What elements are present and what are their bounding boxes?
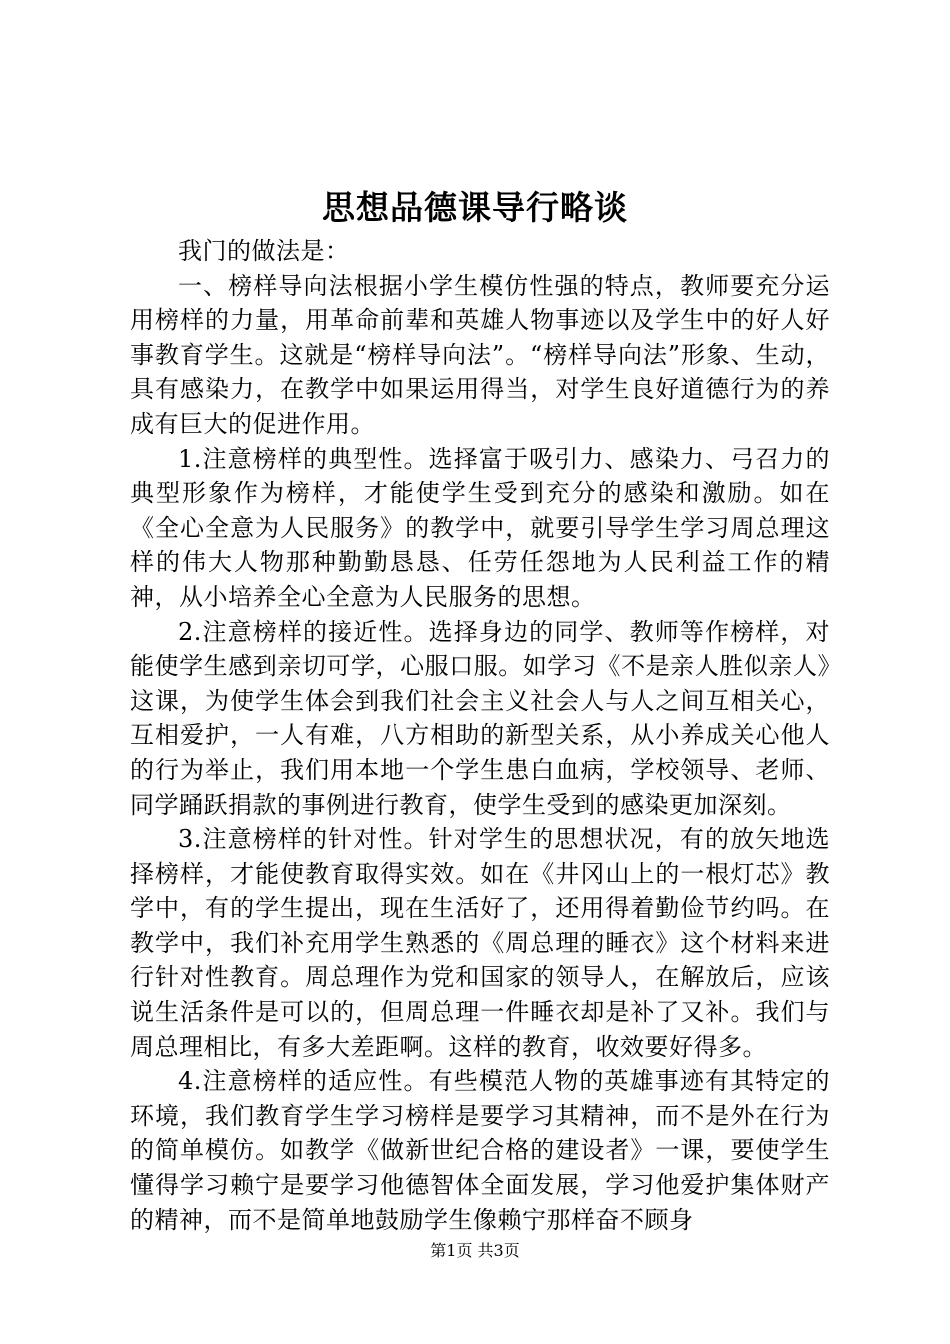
paragraph-point-1: 1.注意榜样的典型性。选择富于吸引力、感染力、弓召力的典型形象作为榜样，才能使学生受到充分的感染和激励。如在《全心全意为人民服务》的教学中，就要引导学生学习周总理这样的伟大人物那种勤勤恳恳、任劳任怨地为人民利益工作的精神，从小培养全心全意为人民服务的思想。 <box>130 444 830 611</box>
paragraph-section-1: 一、榜样导向法根据小学生模仿性强的特点，教师要充分运用榜样的力量，用革命前辈和英雄人物事迹以及学生中的好人好事教育学生。这就是“榜样导向法”。“榜样导向法”形象、生动，具有感染力，在教学中如果运用得当，对学生良好道德行为的养成有巨大的促进作用。 <box>130 271 830 438</box>
paragraph-point-3: 3.注意榜样的针对性。针对学生的思想状况，有的放矢地选择榜样，才能使教育取得实效。如在《井冈山上的一根灯芯》教学中，有的学生提出，现在生活好了，还用得着勤俭节约吗。在教学中，我们补充用学生熟悉的《周总理的睡衣》这个材料来进行针对性教育。周总理作为党和国家的领导人，在解放后，应该说生活条件是可以的，但周总理一件睡衣却是补了又补。我们与周总理相比，有多大差距啊。这样的教育，收效要好得多。 <box>130 825 830 1061</box>
document-body <box>130 234 830 1237</box>
paragraph-point-4: 4.注意榜样的适应性。有些模范人物的英雄事迹有其特定的环境，我们教育学生学习榜样是要学习其精神，而不是外在行为的简单模仿。如教学《做新世纪合格的建设者》一课，要使学生懂得学习赖宁是要学习他德智体全面发展，学习他爱护集体财产的精神，而不是简单地鼓励学生像赖宁那样奋不顾身 <box>130 1067 830 1234</box>
paragraph-intro: 我门的做法是： <box>178 237 350 265</box>
page-title: 思想品德课导行略谈 <box>322 188 628 227</box>
page-footer: 第1页 共3页 <box>430 1241 520 1260</box>
paragraph-point-2: 2.注意榜样的接近性。选择身边的同学、教师等作榜样，对能使学生感到亲切可学，心服口服。如学习《不是亲人胜似亲人》这课，为使学生体会到我们社会主义社会人与人之间互相关心，互相爱护，一人有难，八方相助的新型关系，从小养成关心他人的行为举止，我们用本地一个学生患白血病，学校领导、老师、同学踊跃捐款的事例进行教育，使学生受到的感染更加深刻。 <box>130 617 830 819</box>
